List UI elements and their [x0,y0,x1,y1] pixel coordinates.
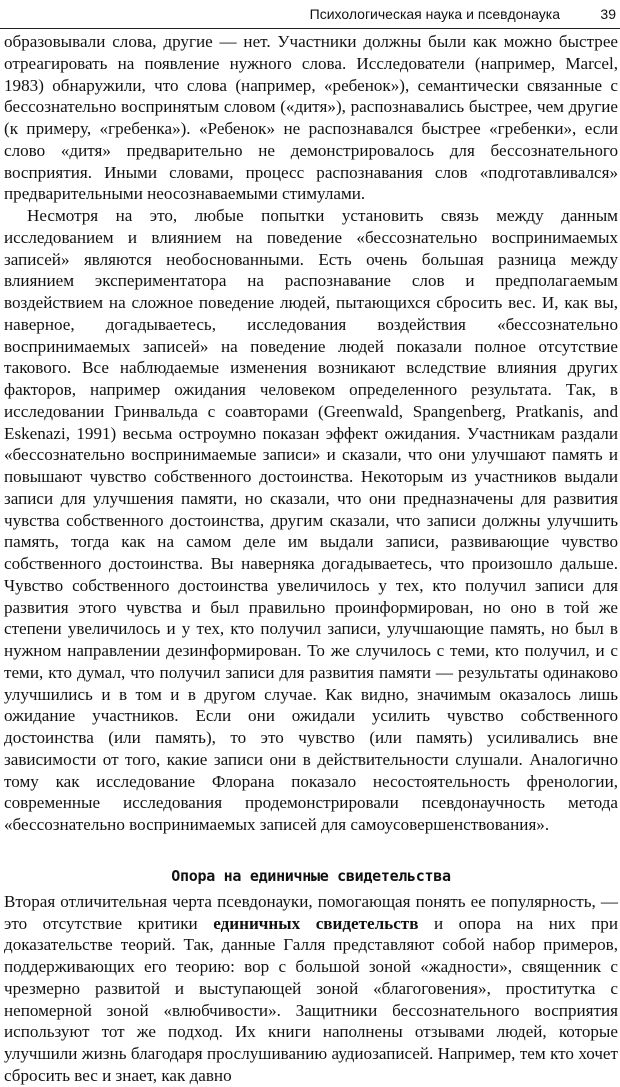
paragraph: Несмотря на это, любые попытки установить связь между данным исследованием и влиянием на поведение «бессознательно воспринимаемых записей» являются необоснованными. Есть очень большая разница между влиянием экспериментатора на распознавание слов и предполагаемым воздействием на сложное поведение людей, пытающихся сбросить вес. И, как вы, наверное, догадываетесь, исследования воздействия «бессознательно воспринимаемых записей» на поведение людей показали полное отсутствие такового. Все наблюдаемые изменения возникают вследствие влияния других факторов, например ожидания человеком определенного результата. Так, в исследовании Гринвальда с соавторами (Greenwald, Spangenberg, Pratkanis, and Eskenazi, 1991) весьма остроумно показан эффект ожидания. Участникам раздали «бессознательно воспринимаемые записи» и сказали, что они улучшают память и повышают чувство собственного достоинства. Некоторым из участников выдали записи для улучшения памяти, но сказали, что они предназначены для развития чувства собственного достоинства, другим сказали, что записи должны улучшить память, тогда как на самом деле им выдали записи, развивающие чувство собственного достоинства. Вы наверняка догадываетесь, что произошло дальше. Чувство собственного достоинства увеличилось у тех, кто получил записи для развития этого чувства и был правильно проинформирован, но оно в той же степени увеличилось и у тех, кто получил записи, улучшающие память, но был в нужном направлении дезинформирован. То же случилось с теми, кто получил, и с теми, кто думал, что получил записи для развития памяти — результаты одинаково улучшились и в том и в другом случае. Как видно, значимым оказалось лишь ожидание участников. Если они ожидали усилить чувство собственного достоинства (или память), то это чувство (или память) усиливались вне зависимости от того, какие записи они в действительности слушали. Аналогично тому как исследование Флорана показало несостоятельность френологии, современные исследования продемонстрировали псевдонаучность метода «бессознательно воспринимаемых записей для самоусовершенствования». [4,206,618,834]
running-title: Психологическая наука и псевдонаука [309,6,560,22]
section-paragraph [4,891,618,1087]
page-header [0,2,620,28]
paragraph-continued: образовывали слова, другие — нет. Участники должны были как можно быстрее отреагировать на появление нужного слова. Исследователи (например, Marcel, 1983) обнаружили, что слова (например, «ребенок»), семантически связанные с бессознательно воспринятым словом («дитя»), распознавались быстрее, чем другие (к примеру, «гребенка»). «Ребенок» не распознавался быстрее «гребенки», если слово «дитя» предварительно не демонстрировалось для бессознательного восприятия. Иными словами, процесс распознавания слов «подготавливался» предварительными неосознаваемыми стимулами. [4,32,618,204]
header-rule [0,28,620,29]
page-body [4,31,618,1087]
key-term: единичных свидетельств [213,913,419,933]
section-paragraph-text-start: Вторая отличительная черта псевдонауки, помогающая понять ее популярность, — это отсутствие критики [4,891,618,933]
section-paragraph-text-end: и опора на них при доказательстве теорий. Так, данные Галля представляют собой набор примеров, поддерживающих его теорию: вор с большой зоной «жадности», священник с чрезмерно развитой и выступающей зоной «благоговения», проститутка с непомерной зоной «влюбчивости». Защитники бессознательного восприятия используют тот же подход. Их книги наполнены отзывами людей, которые улучшили жизнь благодаря прослушиванию аудиозаписей. Например, тем кто хочет сбросить вес и знает, как давно [4,913,618,1085]
section-heading: Опора на единичные свидетельства [171,866,451,885]
page-number: 39 [600,6,616,22]
